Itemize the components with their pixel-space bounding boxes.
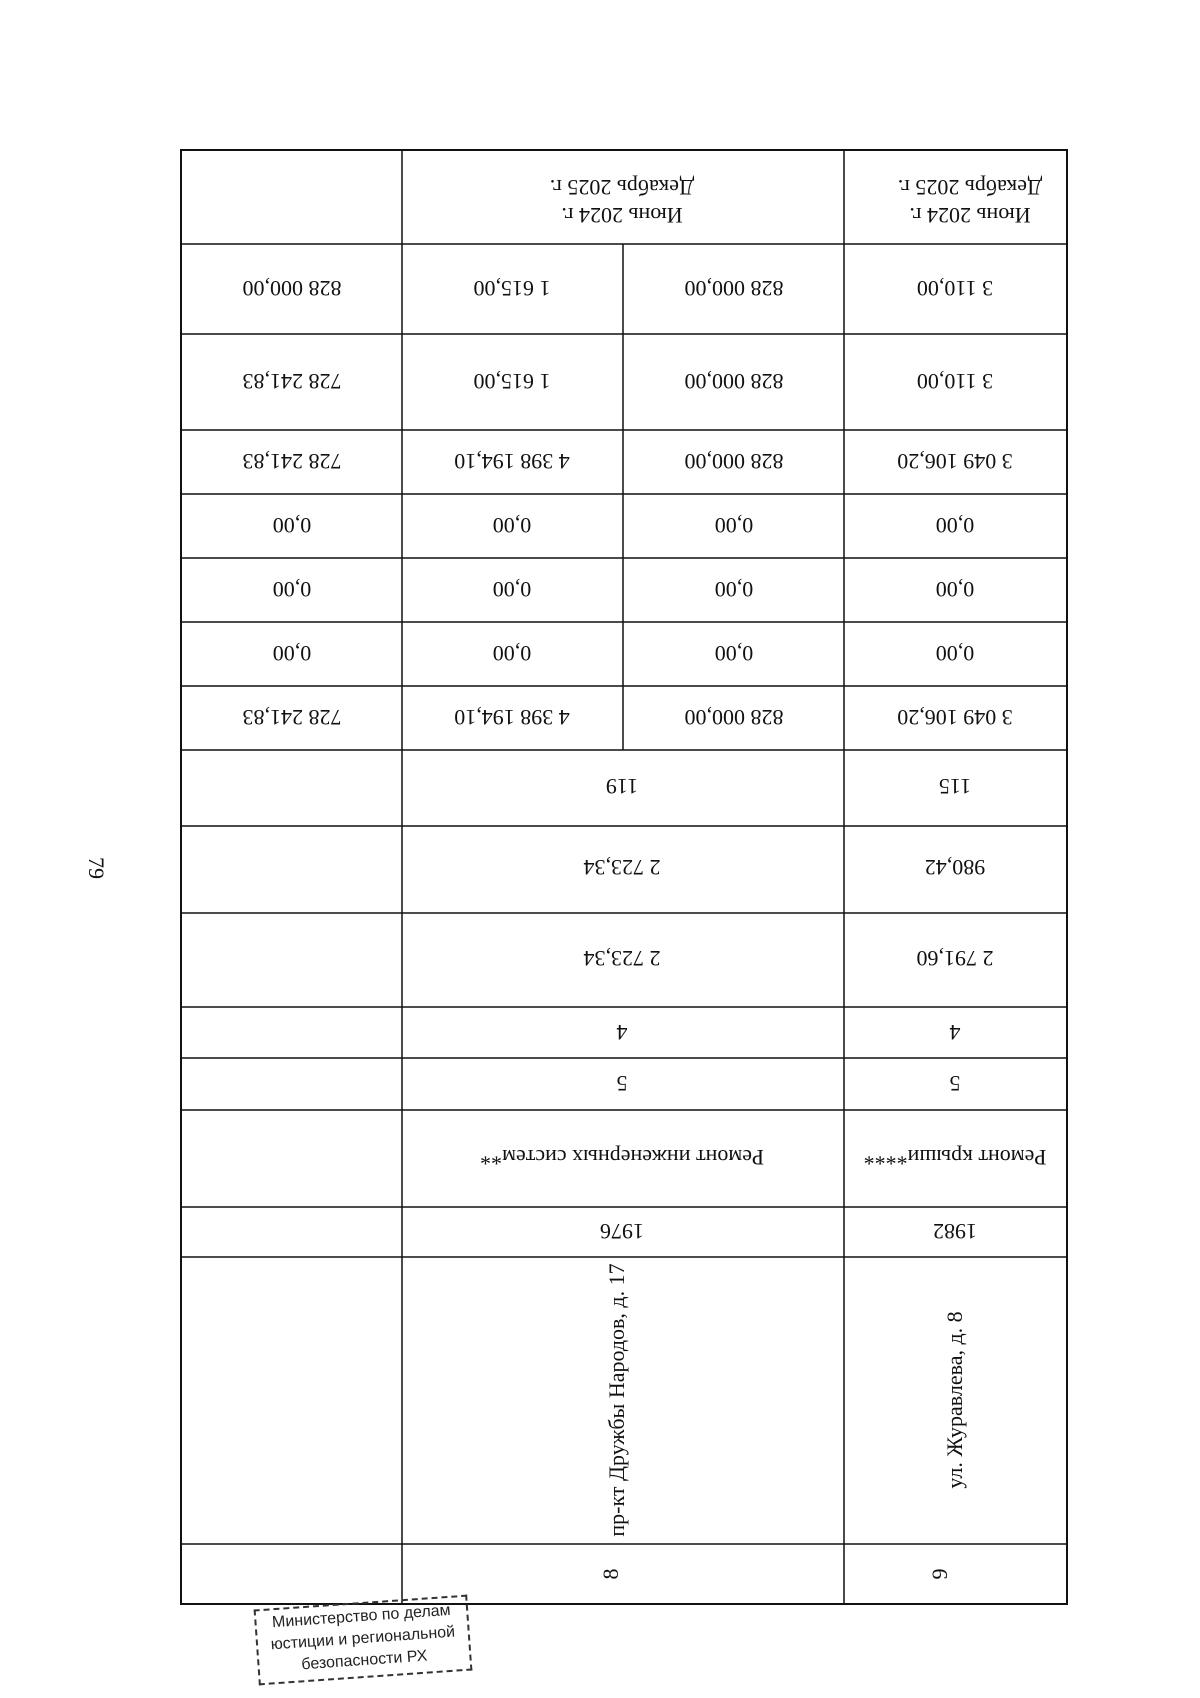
extra-total-cost: 728 241,83 [242,705,342,730]
row9-unit-limit: 3 110,00 [916,276,994,301]
row8-zero1-a: 0,00 [714,641,754,666]
extra-column [243,276,342,730]
row9-col-a: 5 [949,1071,961,1096]
row9-total-cost: 3 049 106,20 [897,705,1013,730]
extra-unit-limit: 828 000,00 [242,276,342,301]
row9-zero3: 0,00 [935,513,975,538]
row8-unit-cost-b: 1 615,00 [473,369,551,394]
row8-zero2-a: 0,00 [714,577,754,602]
row8-period-line2: Декабрь 2025 г. [549,175,695,200]
row8-unit-cost-a: 828 000,00 [684,369,784,394]
row9-period-line1: Июнь 2024 г. [909,203,1031,228]
row9-zero2: 0,00 [935,577,975,602]
row9-cost-fund: 3 049 106,20 [897,449,1013,474]
row8-year: 1976 [600,1219,644,1244]
row9-unit-cost: 3 110,00 [916,369,994,394]
row8-zero3-b: 0,00 [492,513,532,538]
extra-cost-fund: 728 241,83 [242,449,342,474]
row8-area2: 2 723,34 [583,855,661,880]
row9-num: 9 [927,1568,952,1580]
row8-zero2-b: 0,00 [492,577,532,602]
extra-unit-cost: 728 241,83 [242,369,342,394]
row8-address: пр-кт Дружбы Народов, д. 17 [604,1263,629,1537]
row9-address: ул. Журавлева, д. 8 [942,1311,967,1489]
row8-cost-fund-a: 828 000,00 [684,449,784,474]
stamp-line-1: Министерство по делам [271,1601,452,1632]
row9-work-type: Ремонт крыши**** [863,1145,1047,1170]
row8-num: 8 [598,1568,623,1580]
row8-total-cost-a: 828 000,00 [684,705,784,730]
row8-cost-fund-b: 4 398 194,10 [454,449,570,474]
row8-total-cost-b: 4 398 194,10 [454,705,570,730]
row9-period-line2: Декабрь 2025 г. [897,175,1043,200]
row8-col-a: 5 [616,1071,628,1096]
row-9 [864,175,1047,1580]
extra-zero3: 0,00 [272,513,312,538]
stamp-line-2: юстиции и региональной [270,1623,456,1654]
row8-unit-limit-a: 828 000,00 [684,276,784,301]
row8-work-type: Ремонт инженерных систем** [480,1145,764,1170]
row9-residents: 115 [938,774,972,799]
row8-col-b: 4 [616,1020,628,1045]
row9-area2: 980,42 [924,855,986,880]
stamp-line-3: безопасности РХ [300,1647,428,1674]
page-number: 79 [84,857,109,879]
row8-residents: 119 [605,774,639,799]
row8-unit-limit-b: 1 615,00 [473,276,551,301]
extra-zero2: 0,00 [272,577,312,602]
row9-col-b: 4 [949,1020,961,1045]
row8-zero1-b: 0,00 [492,641,532,666]
row8-period-line1: Июнь 2024 г. [561,203,683,228]
row8-zero3-a: 0,00 [714,513,754,538]
row-8 [454,175,783,1580]
row8-area1: 2 723,34 [583,946,661,971]
row9-year: 1982 [933,1219,977,1244]
ministry-stamp [254,1595,473,1686]
extra-zero1: 0,00 [272,641,312,666]
row9-area1: 2 791,60 [916,946,994,971]
row9-zero1: 0,00 [935,641,975,666]
